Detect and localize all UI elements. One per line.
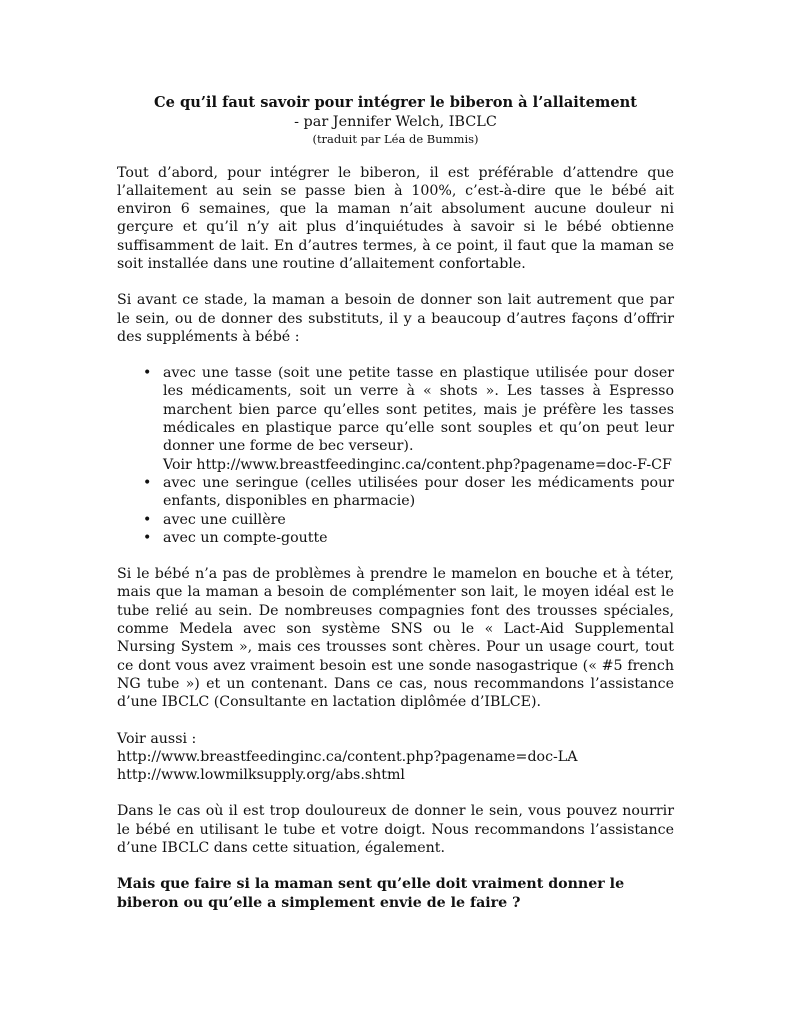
bullet-icon: • bbox=[143, 529, 152, 546]
document-title: Ce qu’il faut savoir pour intégrer le biberon à l’allaitement bbox=[154, 94, 637, 111]
paragraph-before-stage: Si avant ce stade, la maman a besoin de donner son lait autrement que par le sein, ou de donner des substituts, il y a beaucoup d’autres façons d’offrir des suppléments à bébé : bbox=[117, 292, 674, 345]
paragraph-intro: Tout d’abord, pour intégrer le biberon, il est préférable d’attendre que l’allaitement au sein se passe bien à 100%, c’est-à-dire que le bébé ait environ 6 semaines, que la maman n’ait absolument aucune douleur ni gerçure et qu’il n’y ait plus d’inquiétudes à savoir si le bébé obtienne suffisamment de lait. En d’autres termes, à ce point, il faut que la maman se soit installée dans une routine d’allaitement confortable. bbox=[117, 164, 674, 272]
cup-link[interactable]: Voir http://www.breastfeedinginc.ca/content.php?pagename=doc-F-CF bbox=[163, 456, 672, 473]
list-item bbox=[143, 511, 674, 529]
list-item-text: avec une cuillère bbox=[163, 511, 286, 528]
section-question: Mais que faire si la maman sent qu’elle doit vraiment donner le biberon ou qu’elle a simplement envie de le faire ? bbox=[117, 876, 625, 911]
see-also-link-lact-aid[interactable]: http://www.breastfeedinginc.ca/content.php?pagename=doc-LA bbox=[117, 748, 578, 765]
bullet-icon: • bbox=[143, 474, 152, 491]
list-item bbox=[143, 474, 674, 511]
list-item-text: avec une seringue (celles utilisées pour doser les médicaments pour enfants, disponibles en pharmacie) bbox=[163, 474, 674, 510]
bullet-icon: • bbox=[143, 511, 152, 528]
paragraph-painful: Dans le cas où il est trop douloureux de donner le sein, vous pouvez nourrir le bébé en utilisant le tube et votre doigt. Nous recommandons l’assistance d’une IBCLC dans cette situation, également. bbox=[117, 803, 674, 856]
list-item-text: avec une tasse (soit une petite tasse en plastique utilisée pour doser les médicaments, soit un verre à « shots ». Les tasses à Espresso marchent bien parce qu’elles sont petites, mais je préfère les tasses médicales en plastique parce qu’elle sont souples et qu’on peut leur donner une forme de bec verseur). bbox=[163, 365, 674, 455]
document-translator: (traduit par Léa de Bummis) bbox=[312, 131, 479, 146]
see-also-label: Voir aussi : bbox=[117, 730, 197, 747]
bullet-icon: • bbox=[143, 365, 152, 382]
paragraph-tube: Si le bébé n’a pas de problèmes à prendre le mamelon en bouche et à téter, mais que la maman a besoin de complémenter son lait, le moyen idéal est le tube relié au sein. De nombreuses compagnies font des trousses spéciales, comme Medela avec son système SNS ou le « Lact-Aid Supplemental Nursing System », mais ces trousses sont chères. Pour un usage court, tout ce dont vous avez vraiment besoin est une sonde nasogastrique (« #5 french NG tube ») et un contenant. Dans ce cas, nous recommandons l’assistance d’une IBCLC (Consultante en lactation diplômée d’IBLCE). bbox=[117, 566, 674, 711]
list-item-text: avec un compte-goutte bbox=[163, 529, 328, 546]
supplements-list bbox=[117, 364, 674, 547]
list-item bbox=[143, 364, 674, 474]
document-author: - par Jennifer Welch, IBCLC bbox=[294, 113, 497, 130]
see-also-link-low-milk-supply[interactable]: http://www.lowmilksupply.org/abs.shtml bbox=[117, 767, 405, 784]
see-also-block bbox=[117, 730, 674, 785]
list-item bbox=[143, 529, 674, 547]
